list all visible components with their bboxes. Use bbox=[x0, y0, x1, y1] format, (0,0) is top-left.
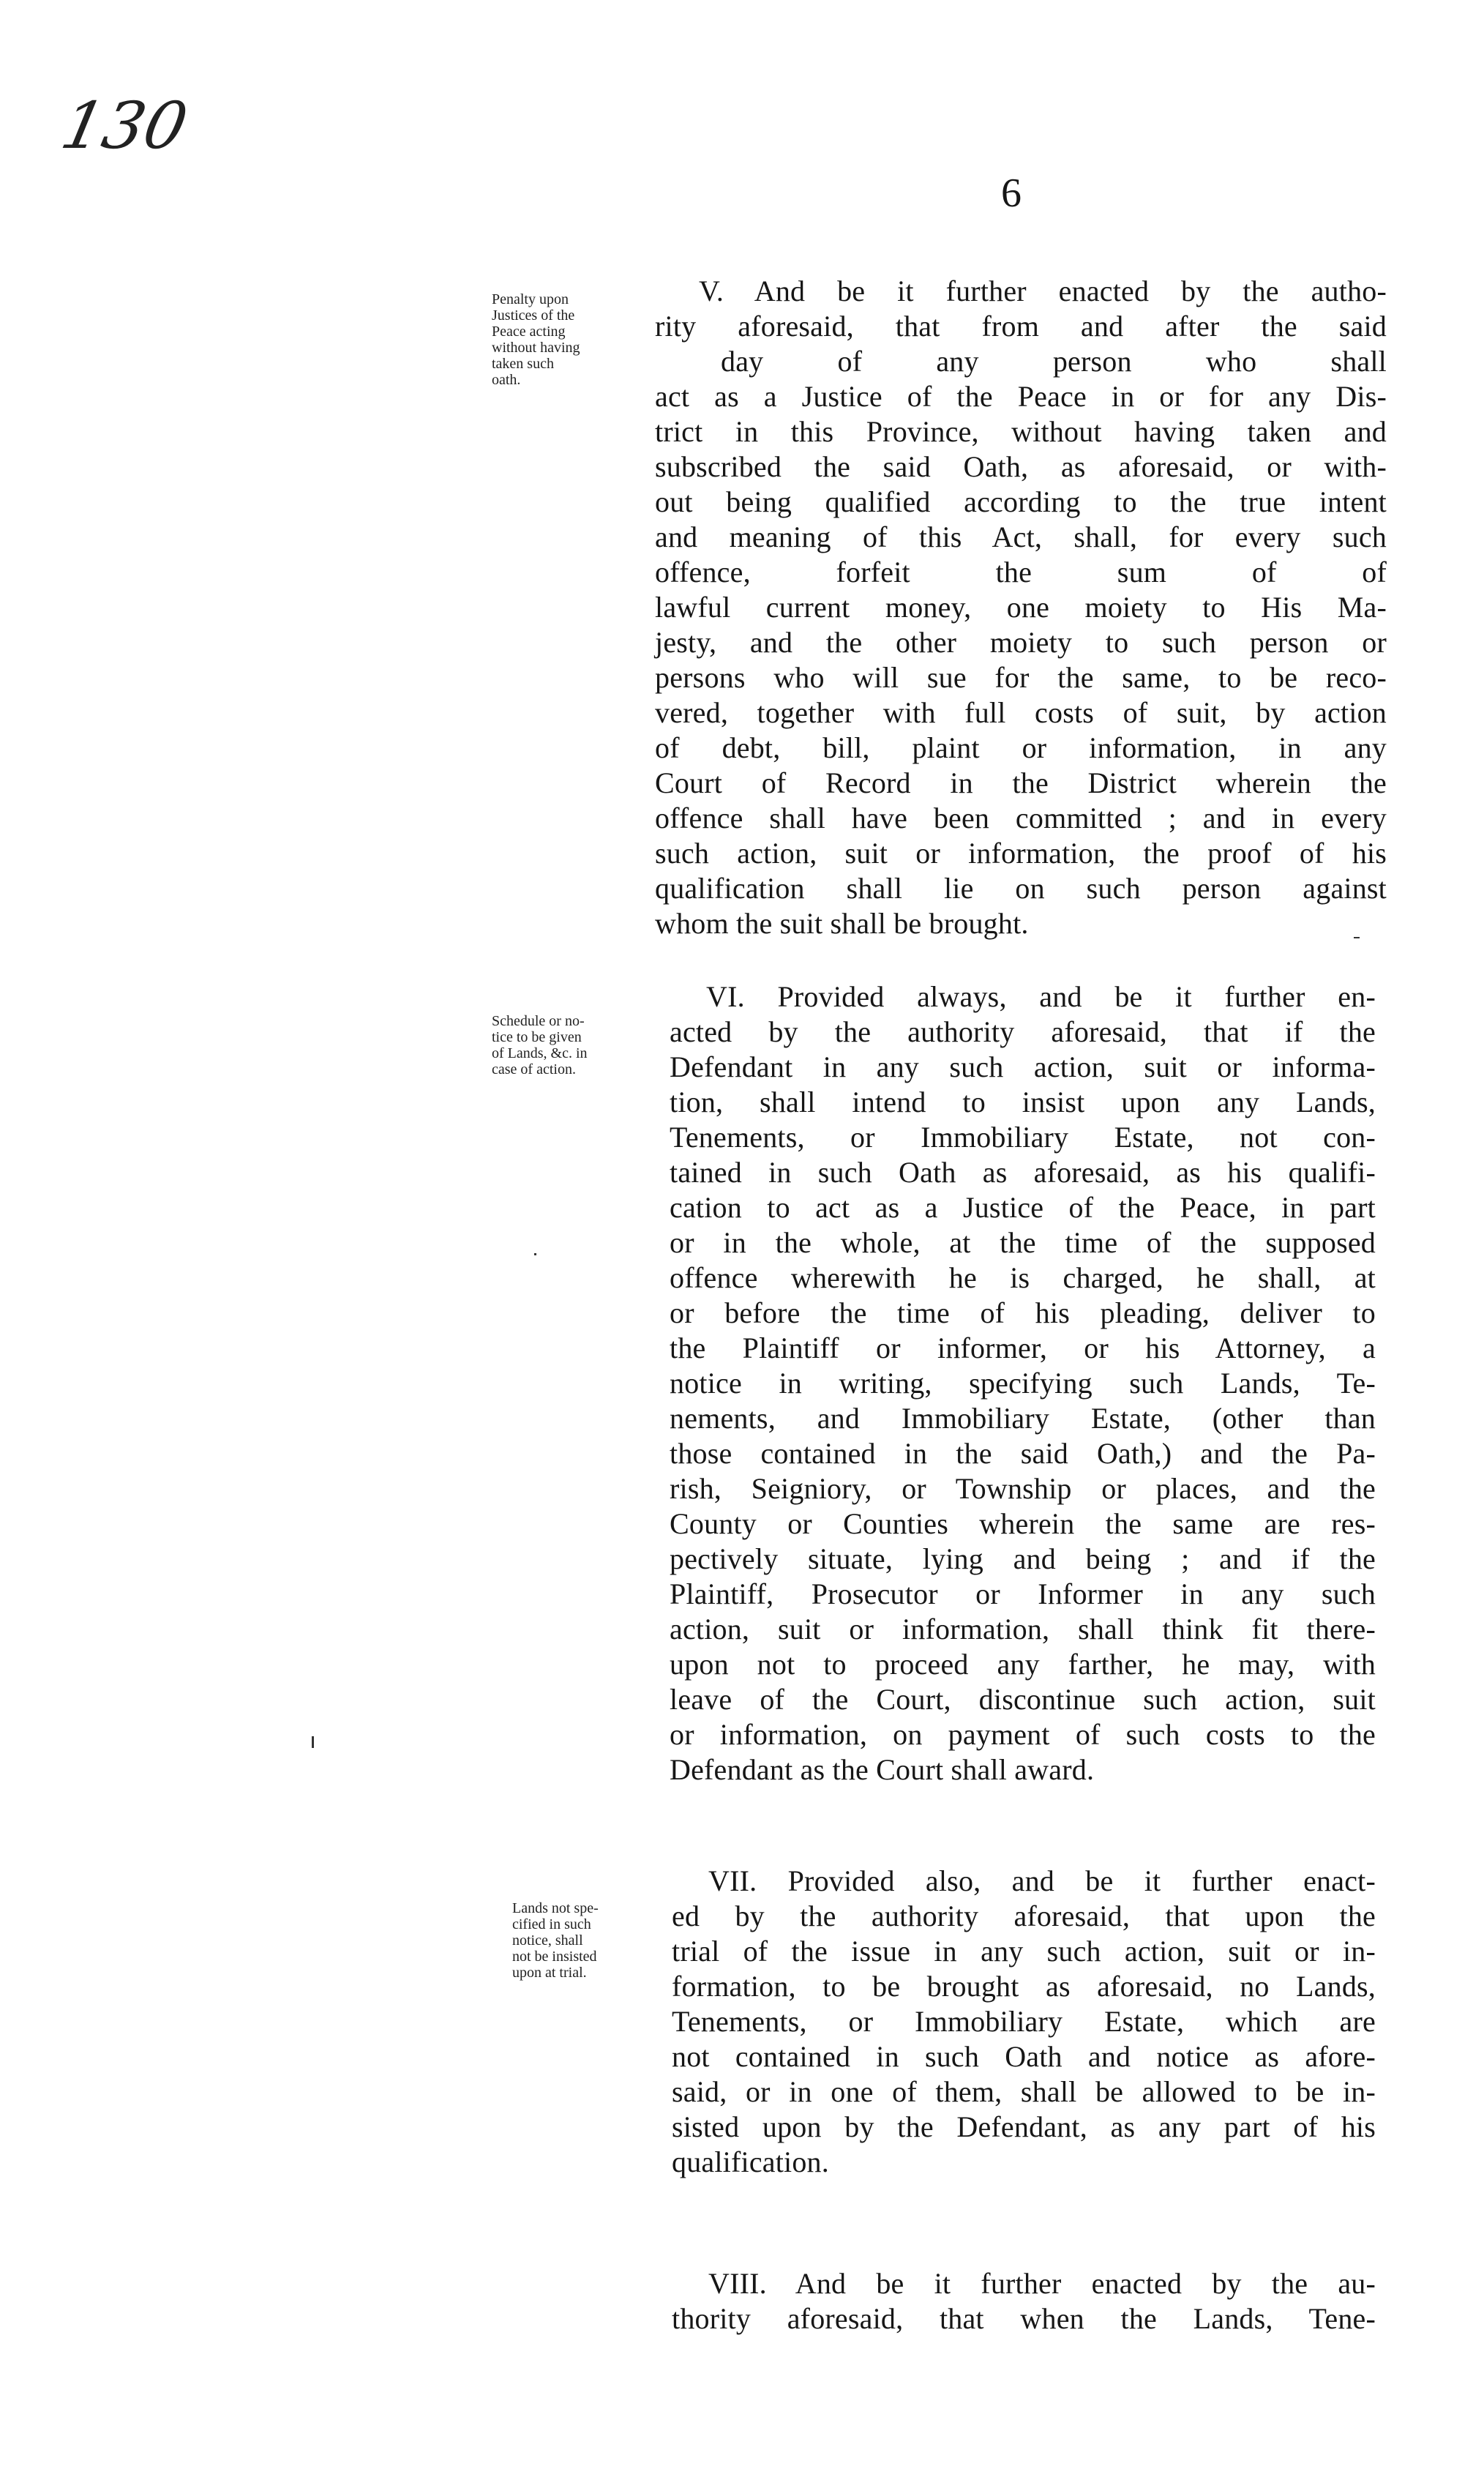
scan-speck bbox=[1354, 937, 1360, 938]
section-vi-text: VI. Provided always, and be it further en- acted by the authority aforesaid, that if the Defendant in any such action, suit or informa- tion, shall intend to insist upon any Lands, Tenements, or Immobiliary Estate, not con- tained in such Oath as aforesaid, as his qualifi- cation to act as a Justice of the Peace, in part or in the whole, at the time of the supposed offence wherewith he is charged, he shall, at or before the time of his pleading, deliver to the Plaintiff or informer, or his Attorney, a notice in writing, specifying such Lands, Te- nements, and Immobiliary Estate, (other than those contained in the said Oath,) and the Pa- rish, Seigniory, or Township or places, and the County or Counties wherein the same are res- pectively situate, lying and being ; and if the Plaintiff, Prosecutor or Informer in any such action, suit or information, shall think fit there- upon not to proceed any farther, he may, with leave of the Court, discontinue such action, suit or information, on payment of such costs to the Defendant as the Court shall award. bbox=[670, 980, 1376, 1786]
margin-note-section-vii: Lands not spe- cified in such notice, shall not be insisted upon at trial. bbox=[512, 1900, 599, 1981]
section-v bbox=[655, 274, 1387, 941]
scan-speck bbox=[534, 1253, 536, 1255]
page-number: 6 bbox=[1001, 171, 1022, 216]
scan-speck bbox=[312, 1736, 314, 1748]
section-viii-text: VIII. And be it further enacted by the au- thority aforesaid, that when the Lands, Tene- bbox=[672, 2267, 1376, 2335]
section-vii bbox=[672, 1864, 1376, 2180]
margin-note-section-vi: Schedule or no- tice to be given of Lands, &c. in case of action. bbox=[492, 1013, 588, 1077]
section-viii bbox=[672, 2266, 1376, 2336]
section-vi bbox=[670, 979, 1376, 1787]
section-vii-text: VII. Provided also, and be it further enact- ed by the authority aforesaid, that upon the trial of the issue in any such action, suit or in- formation, to be brought as aforesaid, no Lands, Tenements, or Immobiliary Estate, which are not contained in such Oath and notice as afore- said, or in one of them, shall be allowed to be in- sisted upon by the Defendant, as any part of his qualification. bbox=[672, 1864, 1376, 2178]
margin-note-section-v: Penalty upon Justices of the Peace acting without having taken such oath. bbox=[492, 291, 580, 388]
section-v-text: V. And be it further enacted by the autho- rity aforesaid, that from and after the said day of any person who shall act as a Justice of the Peace in or for any Dis- trict in this Province, without having taken and subscribed the said Oath, as aforesaid, or with- out being qualified according to the true intent and meaning of this Act, shall, for every such offence, forfeit the sum of of lawful current money, one moiety to His Ma- jesty, and the other moiety to such person or persons who will sue for the same, to be reco- vered, together with full costs of suit, by action of debt, bill, plaint or information, in any Court of Record in the District wherein the offence shall have been committed ; and in every such action, suit or information, the proof of his qualification shall lie on such person against whom the suit shall be brought. bbox=[655, 274, 1387, 940]
handwritten-page-number: 130 bbox=[55, 88, 194, 163]
